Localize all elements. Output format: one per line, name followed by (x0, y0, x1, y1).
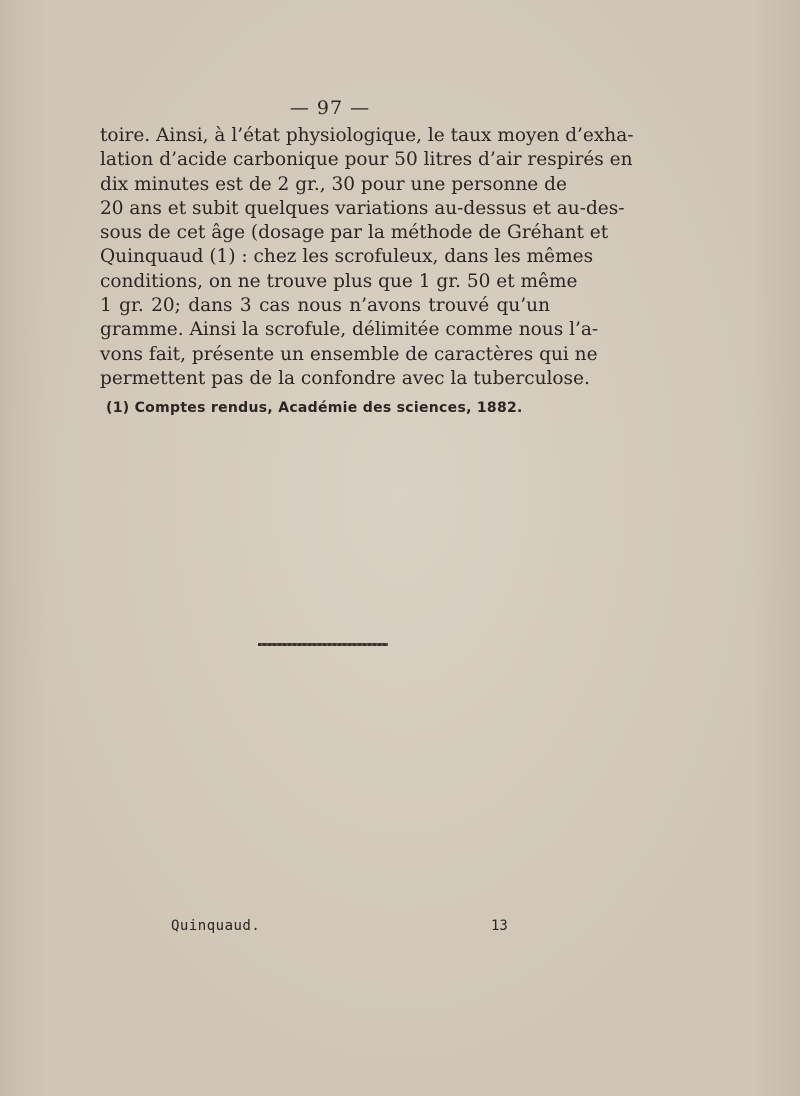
body-paragraph (100, 124, 634, 391)
signature-mark: Quinquaud. (171, 918, 261, 934)
text-line: gramme. Ainsi la scrofule, délimitée comme nous l’a- (100, 319, 599, 341)
text-line: toire. Ainsi, à l’état physiologique, le taux moyen d’exha- (100, 125, 634, 146)
sheet-number: 13 (491, 918, 508, 934)
text-line: 1 gr. 20; dans 3 cas nous n’avons trouvé qu’un (100, 295, 550, 317)
text-line: Quinquaud (1) : chez les scrofuleux, dans les mêmes (100, 246, 594, 268)
text-line: sous de cet âge (dosage par la méthode de Gréhant et (100, 222, 609, 244)
text-line: 20 ans et subit quelques variations au-dessus et au-des- (100, 197, 625, 219)
text-line: permettent pas de la confondre avec la tuberculose. (100, 367, 590, 389)
text-line: dix minutes est de 2 gr., 30 pour une personne de (100, 173, 567, 195)
section-divider (258, 643, 388, 646)
footnote: (1) Comptes rendus, Académie des sciences, 1882. (106, 400, 523, 416)
text-line: vons fait, présente un ensemble de caractères qui ne (100, 343, 598, 365)
text-line: lation d’acide carbonique pour 50 litres d’air respirés en (100, 149, 633, 171)
text-line: conditions, on ne trouve plus que 1 gr. 50 et même (100, 270, 578, 292)
page-number: — 97 — (289, 97, 371, 119)
